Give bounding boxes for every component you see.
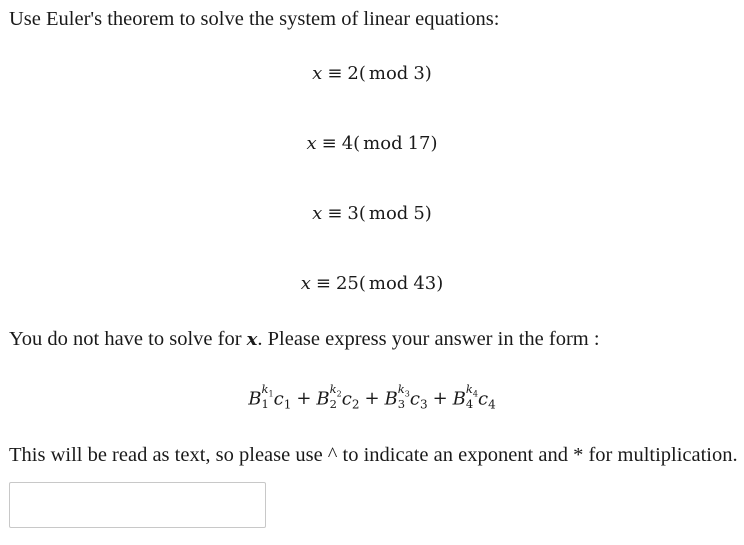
equation-residue: 2 xyxy=(347,63,359,84)
term-coefficient-index: 1 xyxy=(283,397,292,412)
term-exponent: $k_4$ xyxy=(465,382,478,399)
congruence-symbol: ≡ xyxy=(327,203,343,224)
answer-input[interactable] xyxy=(9,482,266,528)
form-term-2 xyxy=(316,384,359,416)
note-text-after: . Please express your answer in the form : xyxy=(257,328,600,350)
equation-modulus: 43 xyxy=(413,273,437,294)
term-coefficient-index: 3 xyxy=(419,397,428,412)
equation-residue: 25 xyxy=(335,273,359,294)
term-base: B xyxy=(248,388,262,410)
congruence-equation-2 xyxy=(0,132,744,156)
congruence-equation-3 xyxy=(0,202,744,226)
read-as-text-instruction: This will be read as text, so please use ^ to indicate an exponent and * for multiplication. xyxy=(9,444,738,466)
term-base-subscript: 4 xyxy=(465,397,474,412)
open-paren: ( xyxy=(358,63,366,84)
term-exponent: $k_2$ xyxy=(329,382,342,399)
equation-variable: x xyxy=(306,133,317,154)
congruence-equation-1 xyxy=(0,62,744,86)
term-coefficient: c xyxy=(341,388,352,410)
equation-variable: x xyxy=(312,203,323,224)
term-exponent: $k_3$ xyxy=(397,382,410,399)
equation-variable: x xyxy=(300,273,311,294)
question-note xyxy=(9,327,600,352)
term-base: B xyxy=(316,388,330,410)
term-coefficient: c xyxy=(477,388,489,410)
form-term-3 xyxy=(385,384,428,416)
question-intro: Use Euler's theorem to solve the system of linear equations: xyxy=(9,8,500,30)
term-coefficient-index: 2 xyxy=(351,397,360,412)
term-coefficient: c xyxy=(273,388,284,410)
term-coefficient: c xyxy=(409,388,420,410)
mod-word: mod xyxy=(368,273,409,294)
close-paren: ) xyxy=(424,203,432,224)
close-paren: ) xyxy=(430,133,438,154)
term-base: B xyxy=(452,388,466,410)
open-paren: ( xyxy=(353,133,361,154)
term-base-subscript: 3 xyxy=(397,397,406,412)
mod-word: mod xyxy=(368,63,409,84)
plus-sign: + xyxy=(432,388,448,410)
congruence-symbol: ≡ xyxy=(321,133,337,154)
term-base-subscript: 2 xyxy=(329,397,337,412)
term-coefficient-index: 4 xyxy=(488,397,496,412)
open-paren: ( xyxy=(358,203,366,224)
mod-word: mod xyxy=(363,133,403,154)
close-paren: ) xyxy=(436,273,444,294)
form-term-4 xyxy=(453,384,496,416)
term-exponent: $k_1$ xyxy=(261,382,274,399)
form-term-1 xyxy=(248,384,291,416)
congruence-equation-4 xyxy=(0,272,744,296)
congruence-symbol: ≡ xyxy=(315,273,331,294)
term-base-subscript: 1 xyxy=(261,397,269,412)
close-paren: ) xyxy=(424,63,432,84)
plus-sign: + xyxy=(296,388,312,410)
open-paren: ( xyxy=(358,273,366,294)
note-text-before: You do not have to solve for xyxy=(9,328,247,350)
answer-form-expression xyxy=(0,384,744,416)
plus-sign: + xyxy=(364,388,380,410)
note-variable: x xyxy=(246,329,258,350)
term-base: B xyxy=(384,388,398,410)
equation-modulus: 5 xyxy=(413,203,425,224)
equation-residue: 4 xyxy=(341,133,354,154)
equation-modulus: 17 xyxy=(407,133,431,154)
equation-residue: 3 xyxy=(347,203,359,224)
mod-word: mod xyxy=(368,203,409,224)
equation-variable: x xyxy=(312,63,323,84)
equation-modulus: 3 xyxy=(413,63,425,84)
congruence-symbol: ≡ xyxy=(327,63,343,84)
